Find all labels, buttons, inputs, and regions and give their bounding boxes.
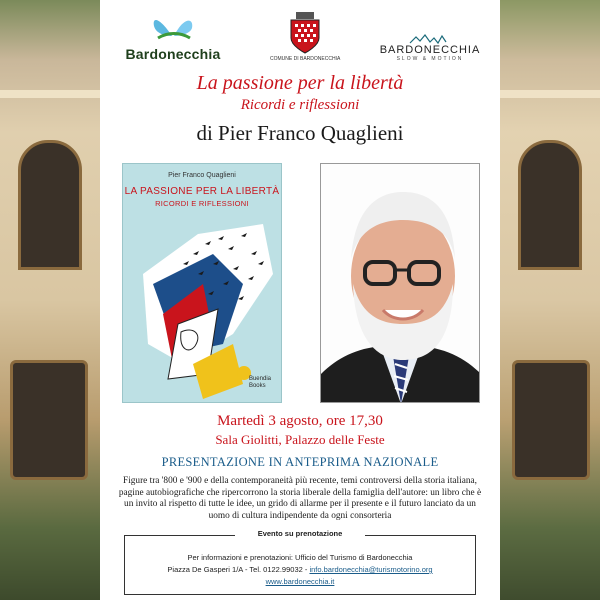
book-cover-illustration [123, 214, 282, 403]
event-place: Sala Giolitti, Palazzo delle Feste [215, 432, 385, 447]
booking-info-line: Per informazioni e prenotazioni: Ufficio del Turismo di Bardonecchia [187, 553, 413, 562]
event-subtitle: Ricordi e riflessioni [240, 97, 360, 113]
mountain-wave-icon [370, 32, 490, 44]
book-cover-author: Pier Franco Quaglieni [168, 172, 236, 179]
book-cover [122, 163, 282, 403]
comune-logo-text: COMUNE DI BARDONECCHIA [270, 56, 341, 62]
event-poster [100, 0, 500, 600]
butterfly-icon [150, 14, 196, 40]
booking-email-link[interactable]: info.bardonecchia@turismotorino.org [309, 565, 433, 574]
booking-box [124, 529, 476, 595]
coat-of-arms-icon [288, 12, 322, 54]
bardonecchia-logo [118, 14, 228, 62]
author-portrait [320, 163, 480, 403]
booking-address-phone: Piazza De Gasperi 1/A - Tel. 0122.99032 - [167, 565, 310, 574]
website-link[interactable]: www.bardonecchia.it [265, 577, 335, 586]
booking-title: Evento su prenotazione [235, 529, 365, 538]
logo-bar [100, 12, 500, 72]
slow-motion-logo-subtext: SLOW & MOTION [396, 56, 464, 62]
book-cover-title: LA PASSIONE PER LA LIBERTÀ [124, 186, 280, 197]
background-building-left [0, 0, 100, 600]
slow-motion-logo-text: BARDONECCHIA [379, 44, 481, 56]
book-description: Figure tra '800 e '900 e della contemporaneità più recente, temi controversi della storia italiana, pagine autobiografiche che ripercorrono la storia liberale della famiglia dell'autore: un libro che è un invito al rispetto di tutte le idee, un grido di allarme per il presente e il futuro lanciato da un uomo di cultura indipendente da ogni consorteria [118, 476, 482, 521]
background-building-right [500, 0, 600, 600]
author-line: di Pier Franco Quaglieni [196, 121, 404, 145]
book-cover-publisher: Buendia Books [248, 376, 271, 389]
slow-motion-logo [370, 32, 490, 62]
bardonecchia-logo-text: Bardonecchia [125, 46, 221, 62]
event-date: Martedì 3 agosto, ore 17,30 [217, 413, 383, 429]
event-title: La passione per la libertà [196, 72, 404, 94]
comune-logo [270, 12, 340, 62]
booking-contact-line [125, 565, 475, 574]
book-cover-subtitle: RICORDI E RIFLESSIONI [155, 199, 249, 208]
presentation-headline: PRESENTAZIONE IN ANTEPRIMA NAZIONALE [161, 455, 439, 469]
